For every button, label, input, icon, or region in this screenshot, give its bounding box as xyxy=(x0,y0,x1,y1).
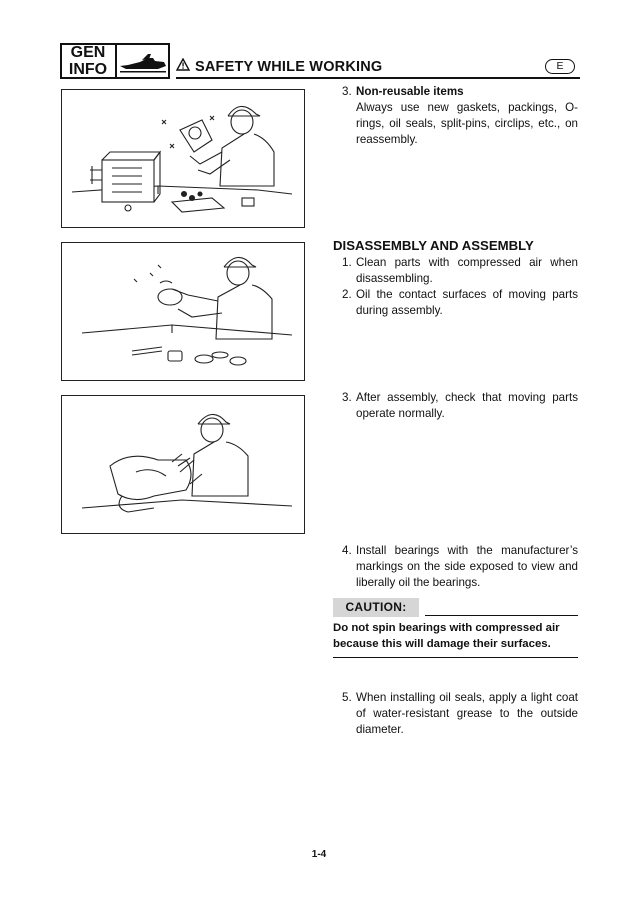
illustration-gasket-replacement xyxy=(61,89,305,228)
list-item-text: When installing oil seals, apply a light coat of water-resistant grease to the outside diameter. xyxy=(356,691,578,736)
section-tag-line1: GEN xyxy=(70,44,106,61)
list-item-non-reusable xyxy=(342,84,578,148)
list-item xyxy=(342,690,578,738)
caution-rule-bottom xyxy=(333,657,578,658)
list-item xyxy=(342,255,578,287)
list-item-number: 5. xyxy=(342,691,352,704)
section-tag-line2: INFO xyxy=(68,61,108,78)
list-item-text: Install bearings with the manufacturer’s markings on the side exposed to view and liberally oil the bearings. xyxy=(356,544,578,589)
list-item xyxy=(342,543,578,591)
section-heading: DISASSEMBLY AND ASSEMBLY xyxy=(333,238,534,253)
page-header-title xyxy=(176,58,382,75)
list-item-text: After assembly, check that moving parts operate normally. xyxy=(356,391,578,420)
list-item-text: Clean parts with compressed air when disassembling. xyxy=(356,256,578,285)
illustration-compressed-air xyxy=(61,242,305,381)
list-item-number: 1. xyxy=(342,256,352,269)
header-title-text: SAFETY WHILE WORKING xyxy=(195,58,383,75)
caution-text: Do not spin bearings with compressed air because this will damage their surfaces. xyxy=(333,622,560,650)
caution-label: CAUTION: xyxy=(333,598,419,617)
caution-rule-top xyxy=(425,615,578,616)
list-item-text: Oil the contact surfaces of moving parts during assembly. xyxy=(356,288,578,317)
list-item xyxy=(342,287,578,319)
personal-watercraft-icon xyxy=(118,50,168,79)
page-number: 1-4 xyxy=(311,849,327,860)
header-rule xyxy=(176,77,580,79)
section-tag-divider xyxy=(115,43,117,79)
list-item-number: 2. xyxy=(342,288,352,301)
list-item xyxy=(342,390,578,422)
warning-triangle-icon xyxy=(176,58,190,75)
list-item-text: Always use new gaskets, packings, O-rings, oil seals, split-pins, circlips, etc., on reassembly. xyxy=(356,101,578,146)
section-tag xyxy=(62,44,114,78)
list-item-number: 4. xyxy=(342,544,352,557)
list-item-number: 3. xyxy=(342,391,352,404)
list-item-number: 3. xyxy=(342,85,352,98)
list-item-title: Non-reusable items xyxy=(356,85,464,98)
language-badge: E xyxy=(545,59,575,74)
illustration-checking-assembly xyxy=(61,395,305,534)
